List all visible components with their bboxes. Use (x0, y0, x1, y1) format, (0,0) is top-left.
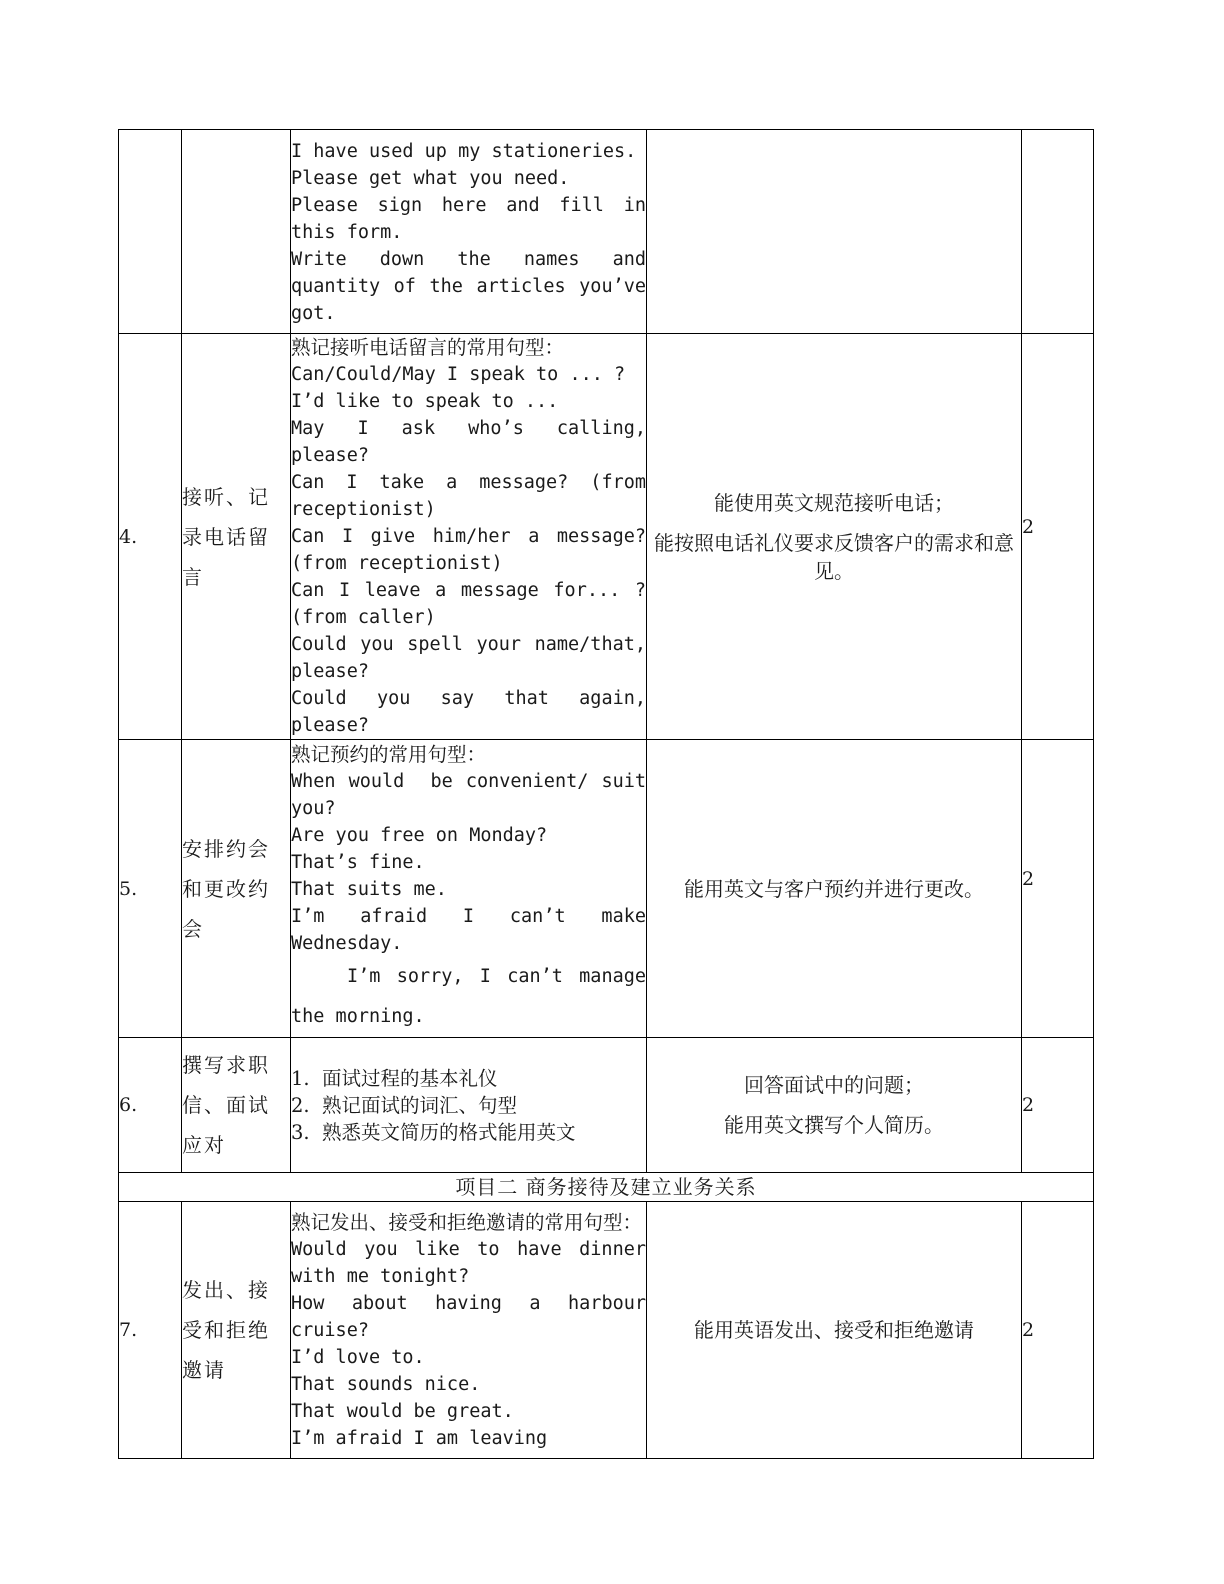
row-content (291, 740, 658, 1038)
table-row (119, 1202, 1094, 1459)
row-content (291, 1038, 647, 1173)
content-line: That suits me. (291, 878, 447, 900)
row-topic: 发出、接受和拒绝邀请 (182, 1202, 291, 1459)
row-number: 5. (119, 740, 182, 1038)
row-goals (647, 334, 1022, 740)
content-line: I’d love to. (291, 1346, 425, 1368)
row-number: 6. (119, 1038, 182, 1173)
content-line: Can I give him/her a message? (from receptionist) (291, 526, 658, 574)
table-row (119, 1038, 1094, 1173)
content-line: I’m afraid I am leaving (291, 1427, 548, 1449)
row-goals (647, 130, 1022, 334)
row-number: 7. (119, 1202, 182, 1459)
hours-value: 2 (1022, 867, 1035, 890)
content-line: Please get what you need. (291, 168, 570, 189)
row-number (119, 130, 182, 334)
content-heading: 熟记接听电话留言的常用句型： (291, 336, 565, 359)
content-line: That’s fine. (291, 851, 425, 873)
row-content (291, 334, 658, 740)
row-hours (1022, 130, 1094, 334)
content-line: I’d like to speak to ... (291, 391, 559, 412)
content-line: Could you spell your name/that, please? (291, 634, 658, 682)
content-line: I’m sorry, I can’t manage the morning. (291, 965, 658, 1027)
goal-text: 能用英语发出、接受和拒绝邀请 (694, 1318, 974, 1342)
content-line: Please sign here and fill in this form. (291, 195, 658, 243)
row-hours (1022, 1202, 1094, 1459)
content-line: May I ask who’s calling, please? (291, 418, 658, 466)
syllabus-table (118, 129, 1094, 1459)
row-topic: 接听、记录电话留言 (182, 334, 291, 740)
goal-text: 能按照电话礼仪要求反馈客户的需求和意见。 (654, 530, 1014, 583)
row-goals (647, 1202, 1022, 1459)
table-row (119, 740, 1094, 1038)
content-line: I have used up my stationeries. (291, 141, 637, 162)
content-line: That sounds nice. (291, 1373, 481, 1395)
section-title: 项目二 商务接待及建立业务关系 (119, 1173, 1094, 1202)
content-line: How about having a harbour cruise? (291, 1292, 658, 1341)
table-row (119, 334, 1094, 740)
row-goals (647, 1038, 1022, 1173)
content-line: Could you say that again, please? (291, 688, 658, 736)
content-line: Can I take a message? (from receptionist) (291, 472, 658, 520)
hours-value: 2 (1022, 1319, 1035, 1341)
content-line: Write down the names and quantity of the articles you’ve got. (291, 249, 658, 324)
row-goals (647, 740, 1022, 1038)
list-item: 3. 熟悉英文简历的格式能用英文 (291, 1120, 576, 1144)
hours-value: 2 (1022, 515, 1035, 538)
content-line: Are you free on Monday? (291, 824, 548, 846)
row-topic: 安排约会和更改约会 (182, 740, 291, 1038)
list-item: 2. 熟记面试的词汇、句型 (291, 1093, 518, 1117)
row-topic: 撰写求职信、面试应对 (182, 1038, 291, 1173)
content-line: When would be convenient/ suit you? (291, 770, 658, 819)
hours-value: 2 (1022, 1094, 1035, 1116)
row-hours (1022, 740, 1094, 1038)
content-line: Would you like to have dinner with me tonight? (291, 1238, 658, 1287)
goal-text: 能使用英文规范接听电话； (714, 490, 954, 515)
row-hours (1022, 1038, 1094, 1173)
row-content (291, 1202, 658, 1459)
list-item: 1. 面试过程的基本礼仪 (291, 1066, 498, 1090)
row-content (291, 130, 658, 334)
section-header-row (119, 1173, 1094, 1202)
content-heading: 熟记发出、接受和拒绝邀请的常用句型： (291, 1210, 643, 1234)
row-topic (182, 130, 291, 334)
goal-text: 回答面试中的问题； (744, 1073, 924, 1097)
goal-text: 能用英文与客户预约并进行更改。 (684, 876, 984, 901)
content-line: Can I leave a message for... ? (from caller) (291, 580, 658, 628)
table-row (119, 130, 1094, 334)
content-heading: 熟记预约的常用句型： (291, 742, 487, 766)
row-hours (1022, 334, 1094, 740)
content-line: That would be great. (291, 1400, 514, 1422)
content-line: Can/Could/May I speak to ... ? (291, 364, 626, 385)
content-line: I’m afraid I can’t make Wednesday. (291, 905, 658, 954)
goal-text: 能用英文撰写个人简历。 (724, 1113, 944, 1137)
row-number: 4. (119, 334, 182, 740)
